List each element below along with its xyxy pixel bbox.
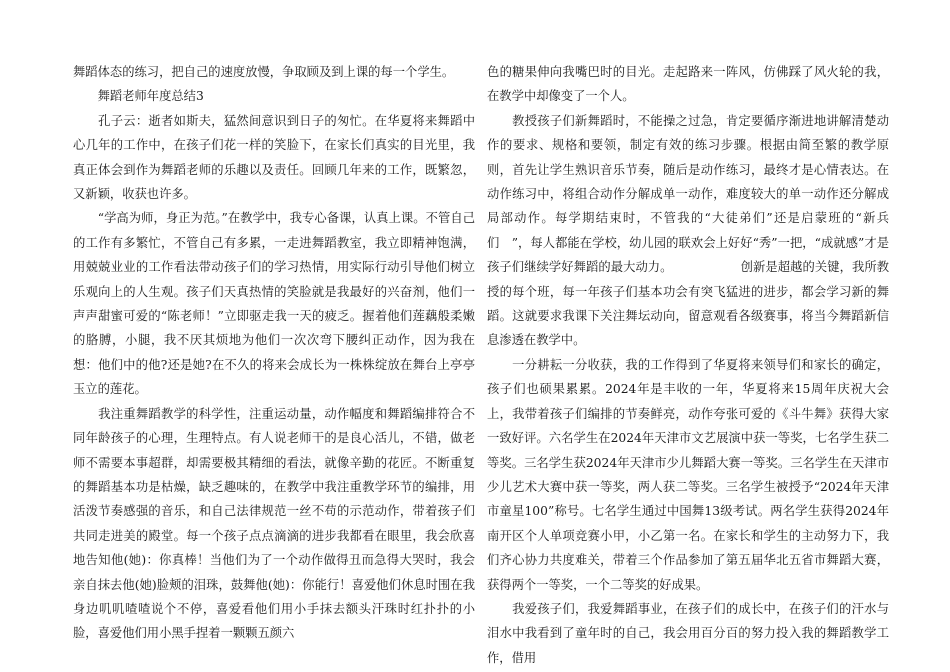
right-column — [487, 60, 889, 670]
paragraph: “学高为师，身正为范。”在教学中，我专心备课，认真上课。不管自己的工作有多繁忙，不管自己有多累，一走进舞蹈教室，我立即精神饱满，用兢兢业业的工作看法带动孩子们的学习热情，用实际行动引导他们树立乐观向上的人生观。孩子们天真热情的笑脸就是我最好的兴奋剂，他们一声声甜蜜可爱的“陈老师！”立即驱走我一天的疲乏。握着他们莲藕般柔嫩的胳膊，小腿，我不厌其烦地为他们一次次弯下腰纠正动作，因为我在想：他们中的他?还是她?在不久的将来会成长为一株株绽放在舞台上亭亭玉立的莲花。 — [73, 211, 475, 397]
section-heading: 舞蹈老师年度总结3 — [73, 89, 204, 104]
left-column — [73, 60, 475, 646]
paragraph: 教授孩子们新舞蹈时，不能操之过急，肯定要循序渐进地讲解清楚动作的要求、规格和要领，制定有效的练习步骤。根据由简至繁的教学原则，首先让学生熟识音乐节奏，随后是动作练习，最终才是心情表达。在动作练习中，将组合动作分解成单一动作，难度较大的单一动作还分解成局部动作。每学期结束时，不管我的“大徒弟们”还是启蒙班的“新兵们 ”，每人都能在学校，幼儿园的联欢会上好好“秀”一把，“成就感”才是孩子们继续学好舞蹈的最大动力。 创新是超越的关键，我所教授的每个班，每一年孩子们基本功会有突飞猛进的进步，都会学习新的舞蹈。这就要求我课下关注舞坛动向，留意观看各级赛事，将当今舞蹈新信息渗透在教学中。 — [487, 113, 889, 348]
paragraph: 我爱孩子们，我爱舞蹈事业，在孩子们的成长中，在孩子们的汗水与泪水中我看到了童年时的自己，我会用百分百的努力投入我的舞蹈教学工作，借用 — [487, 601, 889, 665]
paragraph: 我注重舞蹈教学的科学性，注重运动量，动作幅度和舞蹈编排符合不同年龄孩子的心理，生理特点。有人说老师干的是良心活儿，不错，做老师不需要本事超群，却需要极其精细的看法，就像辛勤的花匠。不断重复的舞蹈基本功是枯燥，缺乏趣味的，在教学中我注重教学环节的编排，用活泼节奏感强的音乐，和自己法律规范一丝不苟的示范动作，带着孩子们共同走进美的殿堂。每一个孩子点点滴滴的进步我都看在眼里，我会欣喜地告知他(她)：你真棒！当他们为了一个动作做得丑而急得大哭时，我会亲自抹去他(她)脸颊的泪珠，鼓舞他(她)：你能行！喜爱他们休息时围在我身边叽叽喳喳说个不停，喜爱看他们用小手抹去额头汗珠时红扑扑的小脸，喜爱他们用小黑手捏着一颗颗五颜六 — [73, 406, 475, 641]
paragraph: 一分耕耘一分收获，我的工作得到了华夏将来领导们和家长的确定，孩子们也硕果累累。2024年是丰收的一年，华夏将来15周年庆祝大会上，我带着孩子们编排的节奏鲜亮，动作夸张可爱的《斗牛舞》获得大家一致好评。六名学生在2024年天津市文艺展演中获一等奖，七名学生获二等奖。三名学生获2024年天津市少儿舞蹈大赛一等奖。三名学生在天津市少儿艺术大赛中获一等奖，两人获二等奖。三名学生被授予“2024年天津市童星100”称号。七名学生通过中国舞13级考试。两名学生获得2024年南开区个人单项竞赛小甲，小乙第一名。在家长和学生的主动努力下，我们齐心协力共度难关，带着三个作品参加了第五届华北五省市舞蹈大赛，获得两个一等奖，一个二等奖的好成果。 — [487, 357, 889, 592]
paragraph: 孔子云：逝者如斯夫，猛然间意识到日子的匆忙。在华夏将来舞蹈中心几年的工作中，在孩子们花一样的笑脸下，在家长们真实的目光里，我真正体会到作为舞蹈老师的乐趣以及责任。回顾几年来的工作，既繁忽，又新颖，收获也许多。 — [73, 113, 475, 202]
paragraph: 舞蹈体态的练习，把自己的速度放慢，争取顾及到上课的每一个学生。 — [73, 65, 455, 79]
paragraph: 色的糖果伸向我嘴巴时的目光。走起路来一阵风，仿佛踩了风火轮的我，在教学中却像变了一个人。 — [487, 65, 889, 104]
